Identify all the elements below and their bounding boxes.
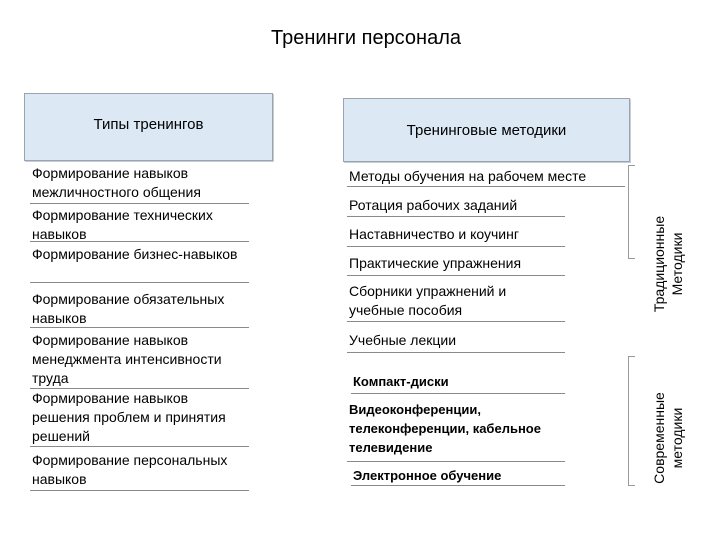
modern-methods-label bbox=[650, 368, 686, 508]
training-type-interpersonal: Формирование навыков межличностного общения bbox=[30, 164, 249, 204]
training-type-intensity-management: Формирование навыков менеджмента интенсивности труда bbox=[30, 331, 249, 389]
training-type-technical: Формирование технических навыков bbox=[30, 206, 249, 242]
training-type-problem-solving: Формирование навыков решения проблем и принятия решений bbox=[30, 389, 249, 447]
modern-methods-label-line1: Современные bbox=[651, 392, 667, 484]
method-mentoring-coaching: Наставничество и коучинг bbox=[347, 225, 565, 247]
method-e-learning: Электронное обучение bbox=[351, 466, 565, 486]
traditional-methods-bracket bbox=[628, 165, 635, 259]
traditional-methods-label-line2: Методики bbox=[669, 232, 685, 296]
page-title: Тренинги персонала bbox=[270, 27, 461, 49]
training-types-header bbox=[24, 93, 273, 161]
training-type-mandatory: Формирование обязательных навыков bbox=[30, 290, 249, 328]
modern-methods-bracket bbox=[628, 356, 635, 486]
training-methods-header bbox=[343, 98, 630, 162]
training-methods-header-label: Тренинговые методики bbox=[406, 121, 567, 139]
method-workbooks: Сборники упражнений и учебные пособия bbox=[347, 282, 565, 322]
traditional-methods-label-line1: Традиционные bbox=[651, 215, 667, 313]
method-practical-exercises: Практические упражнения bbox=[347, 254, 565, 276]
modern-methods-label-line2: методики bbox=[669, 407, 685, 469]
method-cd-rom: Компакт-диски bbox=[351, 372, 565, 394]
training-type-personal: Формирование персональных навыков bbox=[30, 451, 249, 491]
method-on-the-job: Методы обучения на рабочем месте bbox=[347, 167, 625, 187]
method-videoconferencing: Видеоконференции, телеконференции, кабельное телевидение bbox=[347, 400, 565, 462]
traditional-methods-label bbox=[650, 194, 686, 334]
method-job-rotation: Ротация рабочих заданий bbox=[347, 196, 565, 217]
training-type-business: Формирование бизнес-навыков bbox=[30, 245, 249, 283]
method-lectures: Учебные лекции bbox=[347, 331, 565, 353]
training-types-header-label: Типы тренингов bbox=[93, 116, 204, 133]
